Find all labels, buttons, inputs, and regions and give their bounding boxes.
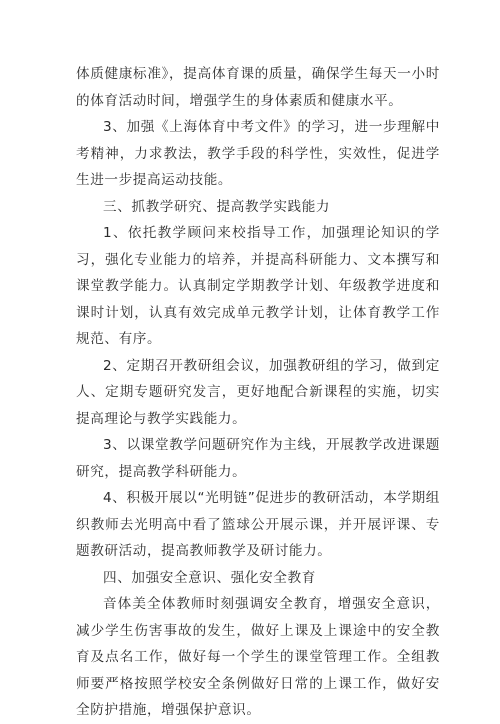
paragraph-item-4-guangming-chain: 4、积极开展以“光明链”促进步的教研活动，本学期组织教师去光明高中看了篮球公开展示课，并开展评课、专题教研活动，提高教师教学及研讨能力。 — [76, 490, 440, 559]
paragraph-item-1-teaching-advisor: 1、依托教学顾问来校指导工作，加强理论知识的学习，强化专业能力的培养，并提高科研能力、文本撰写和课堂教学能力。认真制定学期教学计划、年级教学进度和课时计划，认真有效完成单元教学计划，让体育教学工作规范、有序。 — [76, 225, 440, 347]
paragraph-safety-education: 音体美全体教师时刻强调安全教育，增强安全意识，减少学生伤害事故的发生，做好上课及上课途中的安全教育及点名工作，做好每一个学生的课堂管理工作。全组教师要严格按照学校安全条例做好日常的上课工作，做好安全防护措施，增强保护意识。 — [76, 596, 440, 718]
paragraph-item-3-classroom-research: 3、以课堂教学问题研究作为主线，开展教学改进课题研究，提高教学科研能力。 — [76, 437, 440, 480]
document-body — [76, 61, 440, 724]
paragraph-continued: 体质健康标准》，提高体育课的质量，确保学生每天一小时的体育活动时间，增强学生的身体素质和健康水平。 — [76, 66, 440, 109]
section-heading-3: 三、抓教学研究、提高教学实践能力 — [103, 198, 331, 215]
section-heading-4: 四、加强安全意识、强化安全教育 — [103, 569, 316, 586]
paragraph-item-2-research-meeting: 2、定期召开教研组会议，加强教研组的学习，做到定人、定期专题研究发言，更好地配合新课程的实施，切实提高理论与教学实践能力。 — [76, 357, 440, 427]
paragraph-item-3-pe-exam: 3、加强《上海体育中考文件》的学习，进一步理解中考精神，力求教法，教学手段的科学性，实效性，促进学生进一步提高运动技能。 — [76, 119, 440, 188]
